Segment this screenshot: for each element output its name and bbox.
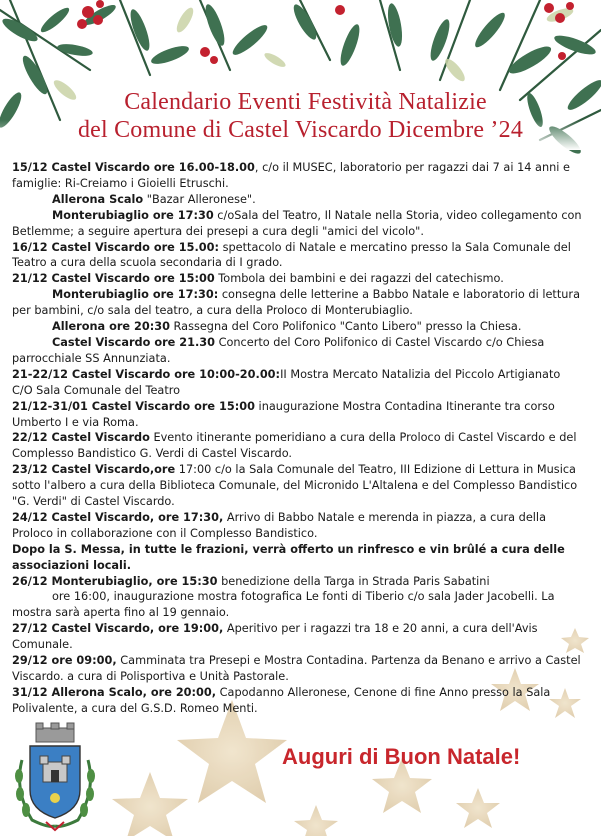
event-heading: Dopo la S. Messa, in tutte le frazioni, verrà offerto un rinfresco e vin brûlé a cura delle associazioni locali.	[12, 542, 565, 572]
event-description: consegna delle letterine a Babbo Natale e laboratorio di lettura per bambini, c/o sala del teatro, a cura della Proloco di Monterubiaglio.	[12, 288, 580, 318]
event-heading: 26/12 Monterubiaglio, ore 15:30	[12, 574, 218, 588]
event-description: c/oSala del Teatro, Il Natale nella Storia, video collegamento con Betlemme; a seguire apertura dei presepi a cura degli "amici del vicolo".	[12, 208, 582, 238]
holly-berries	[77, 0, 574, 64]
event-heading: 23/12 Castel Viscardo,ore	[12, 463, 176, 477]
event-heading: 16/12 Castel Viscardo ore 15.00:	[12, 240, 219, 254]
event-entry	[12, 685, 582, 717]
event-description: inaugurazione Mostra Contadina Itinerante tra corso Umberto I e via Roma.	[12, 399, 555, 429]
event-heading: 22/12 Castel Viscardo	[12, 431, 150, 445]
event-entry	[12, 621, 582, 653]
event-description: Rassegna del Coro Polifonico "Canto Libero" presso la Chiesa.	[169, 320, 522, 334]
event-description: Evento itinerante pomeridiano a cura della Proloco di Castel Viscardo e del Complesso Bandistico G. Verdi di Castel Viscardo.	[12, 431, 577, 461]
event-entry	[12, 208, 582, 240]
event-description: Aperitivo per i ragazzi tra 18 e 20 anni, a cura dell'Avis Comunale.	[12, 622, 538, 652]
event-entry	[12, 589, 582, 621]
event-description: Arrivo di Babbo Natale e merenda in piazza, a cura della Proloco in collaborazione con il Complesso Bandistico.	[12, 510, 546, 540]
event-heading: 27/12 Castel Viscardo, ore 19:00,	[12, 622, 224, 636]
crown-icon	[36, 723, 74, 742]
coat-of-arms-icon	[10, 720, 100, 832]
event-description: spettacolo di Natale e mercatino presso la Sala Comunale del Teatro a cura della scuola secondaria di I grado.	[12, 240, 571, 270]
event-description: Camminata tra Presepi e Mostra Contadina. Partenza da Benano e arrivo a Castel Viscardo. a cura di Polisportiva e Unità Pastorale.	[12, 654, 581, 683]
event-entry	[12, 462, 582, 510]
event-entry	[12, 160, 582, 192]
title-line-2: del Comune di Castel Viscardo Dicembre ’24	[77, 117, 524, 143]
event-heading: 21/12-31/01 Castel Viscardo ore 15:00	[12, 399, 255, 413]
event-entry	[12, 574, 582, 590]
event-heading: 29/12 ore 09:00,	[12, 654, 117, 668]
event-description: Capodanno Alleronese, Cenone di fine Anno presso la Sala Polivalente, a cura del G.S.D. Romeo Menti.	[12, 685, 551, 715]
event-description: "Bazar Alleronese".	[143, 192, 256, 206]
event-description: ore 16:00, inaugurazione mostra fotografica Le fonti di Tiberio c/o sala Jader Jacobelli. La mostra sarà aperta fino al 19 gennaio.	[12, 590, 555, 620]
event-heading: Allerona Scalo	[52, 192, 144, 206]
event-description: Concerto del Coro Polifonico di Castel Viscardo c/o Chiesa parrocchiale SS Annunziata.	[12, 335, 545, 365]
event-entry	[12, 542, 582, 574]
event-entry	[12, 399, 582, 431]
event-entry	[12, 319, 582, 335]
events-list	[12, 160, 582, 717]
event-entry	[12, 367, 582, 399]
event-heading: 21-22/12 Castel Viscardo ore 10:00-20.00:	[12, 367, 281, 381]
event-entry	[12, 510, 582, 542]
event-description: II Mostra Mercato Natalizia del Piccolo Artigianato C/O Sala Comunale del Teatro	[12, 367, 561, 397]
event-heading: Monterubiaglio ore 17:30	[52, 208, 214, 222]
event-entry	[12, 653, 582, 685]
event-description: , c/o il MUSEC, laboratorio per ragazzi dai 7 ai 14 anni e famiglie: Ri-Creiamo i Gioielli Etruschi.	[12, 161, 570, 190]
event-description: benedizione della Targa in Strada Paris Sabatini	[217, 574, 490, 588]
event-heading: Monterubiaglio ore 17:30:	[52, 288, 219, 302]
event-entry	[12, 271, 582, 287]
event-heading: Castel Viscardo ore 21.30	[52, 335, 215, 349]
event-heading: 21/12 Castel Viscardo ore 15:00	[12, 272, 215, 286]
event-description: 17:00 c/o la Sala Comunale del Teatro, III Edizione di Lettura in Musica sotto l'albero a cura della Biblioteca Comunale, del Micronido L'Altalena e del Complesso Bandistico "G. Verdi" di Castel Viscardo.	[12, 463, 578, 509]
page-title	[0, 88, 601, 144]
event-entry	[12, 192, 582, 208]
event-entry	[12, 240, 582, 272]
event-entry	[12, 430, 582, 462]
event-heading: 31/12 Allerona Scalo, ore 20:00,	[12, 685, 217, 699]
event-entry	[12, 335, 582, 367]
event-heading: 15/12 Castel Viscardo ore 16.00-18.00	[12, 161, 255, 174]
event-heading: 24/12 Castel Viscardo, ore 17:30,	[12, 510, 224, 524]
event-entry	[12, 287, 582, 319]
event-heading: Allerona ore 20:30	[52, 320, 170, 334]
greeting-text: Auguri di Buon Natale!	[282, 744, 521, 769]
title-line-1: Calendario Eventi Festività Natalizie	[124, 89, 487, 115]
event-description: Tombola dei bambini e dei ragazzi del catechismo.	[214, 272, 504, 286]
